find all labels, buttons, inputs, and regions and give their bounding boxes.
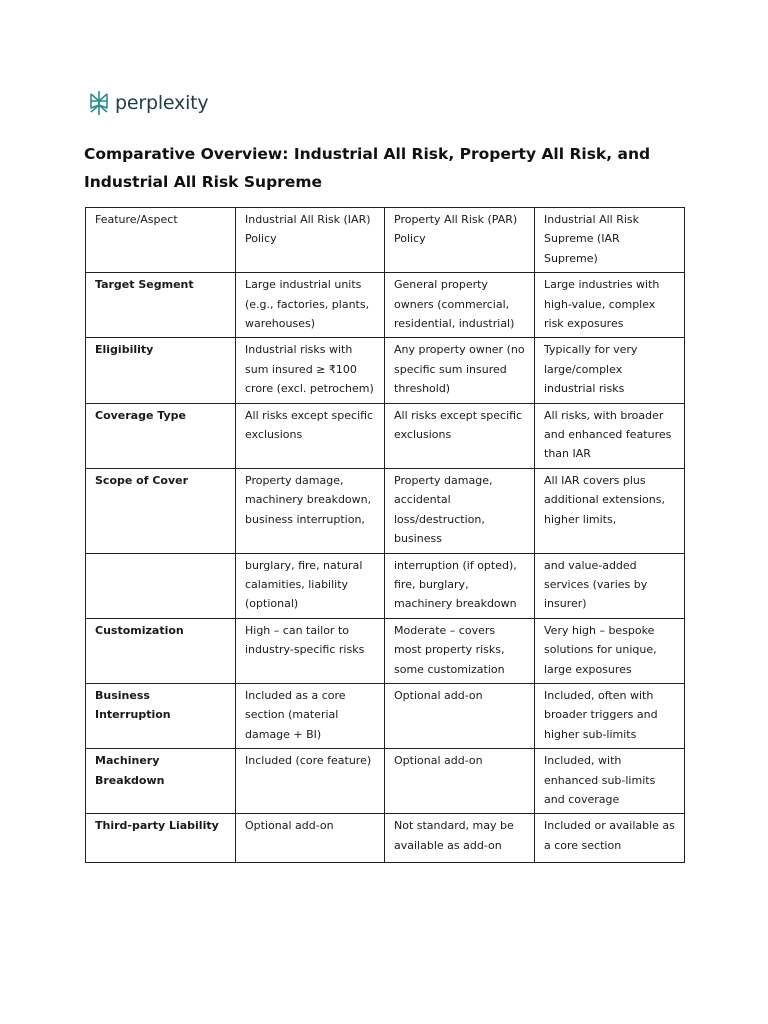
table-row: [86, 468, 685, 553]
comparison-table: [85, 207, 685, 863]
feature-cell: Customization: [86, 618, 236, 683]
table-cell: Not standard, may be available as add-on: [385, 814, 535, 863]
feature-cell: Eligibility: [86, 338, 236, 403]
table-cell: General property owners (commercial, residential, industrial): [385, 273, 535, 338]
table-cell: Included as a core section (material damage + BI): [236, 683, 385, 748]
table-cell: Optional add-on: [236, 814, 385, 863]
table-cell: Moderate – covers most property risks, some customization: [385, 618, 535, 683]
feature-cell: [86, 553, 236, 618]
header-cell: Property All Risk (PAR) Policy: [385, 208, 535, 273]
table-cell: burglary, fire, natural calamities, liability (optional): [236, 553, 385, 618]
table-header-row: [86, 208, 685, 273]
table-row: [86, 618, 685, 683]
table-row: [86, 338, 685, 403]
feature-cell: Machinery Breakdown: [86, 749, 236, 814]
table-cell: All risks, with broader and enhanced features than IAR: [535, 403, 685, 468]
perplexity-logo: [89, 88, 208, 118]
table-row: [86, 553, 685, 618]
perplexity-mark-icon: [89, 90, 109, 116]
header-cell: Feature/Aspect: [86, 208, 236, 273]
feature-cell: Coverage Type: [86, 403, 236, 468]
table-row: [86, 749, 685, 814]
table-cell: Optional add-on: [385, 749, 535, 814]
feature-cell: Third-party Liability: [86, 814, 236, 863]
table-cell: Property damage, accidental loss/destruction, business: [385, 468, 535, 553]
table-cell: Included (core feature): [236, 749, 385, 814]
table-cell: and value-added services (varies by insurer): [535, 553, 685, 618]
table-cell: High – can tailor to industry-specific risks: [236, 618, 385, 683]
table-cell: Large industrial units (e.g., factories, plants, warehouses): [236, 273, 385, 338]
table-cell: Optional add-on: [385, 683, 535, 748]
table-cell: Very high – bespoke solutions for unique, large exposures: [535, 618, 685, 683]
header-cell: Industrial All Risk Supreme (IAR Supreme): [535, 208, 685, 273]
table-cell: Property damage, machinery breakdown, business interruption,: [236, 468, 385, 553]
feature-cell: Business Interruption: [86, 683, 236, 748]
table-cell: Included or available as a core section: [535, 814, 685, 863]
feature-cell: Scope of Cover: [86, 468, 236, 553]
table-row: [86, 273, 685, 338]
table-cell: All risks except specific exclusions: [385, 403, 535, 468]
table-cell: Typically for very large/complex industrial risks: [535, 338, 685, 403]
table-cell: All IAR covers plus additional extensions, higher limits,: [535, 468, 685, 553]
table-row: [86, 814, 685, 863]
table-cell: All risks except specific exclusions: [236, 403, 385, 468]
feature-cell: Target Segment: [86, 273, 236, 338]
document-title: Comparative Overview: Industrial All Risk, Property All Risk, and Industrial All Risk Supreme: [84, 145, 651, 191]
table-cell: interruption (if opted), fire, burglary, machinery breakdown: [385, 553, 535, 618]
table-cell: Included, often with broader triggers and higher sub-limits: [535, 683, 685, 748]
table-row: [86, 683, 685, 748]
table-cell: Included, with enhanced sub-limits and coverage: [535, 749, 685, 814]
table-row: [86, 403, 685, 468]
table-cell: Any property owner (no specific sum insured threshold): [385, 338, 535, 403]
logo-wordmark: perplexity: [115, 92, 209, 114]
header-cell: Industrial All Risk (IAR) Policy: [236, 208, 385, 273]
table-cell: Industrial risks with sum insured ≥ ₹100 crore (excl. petrochem): [236, 338, 385, 403]
table-cell: Large industries with high-value, complex risk exposures: [535, 273, 685, 338]
